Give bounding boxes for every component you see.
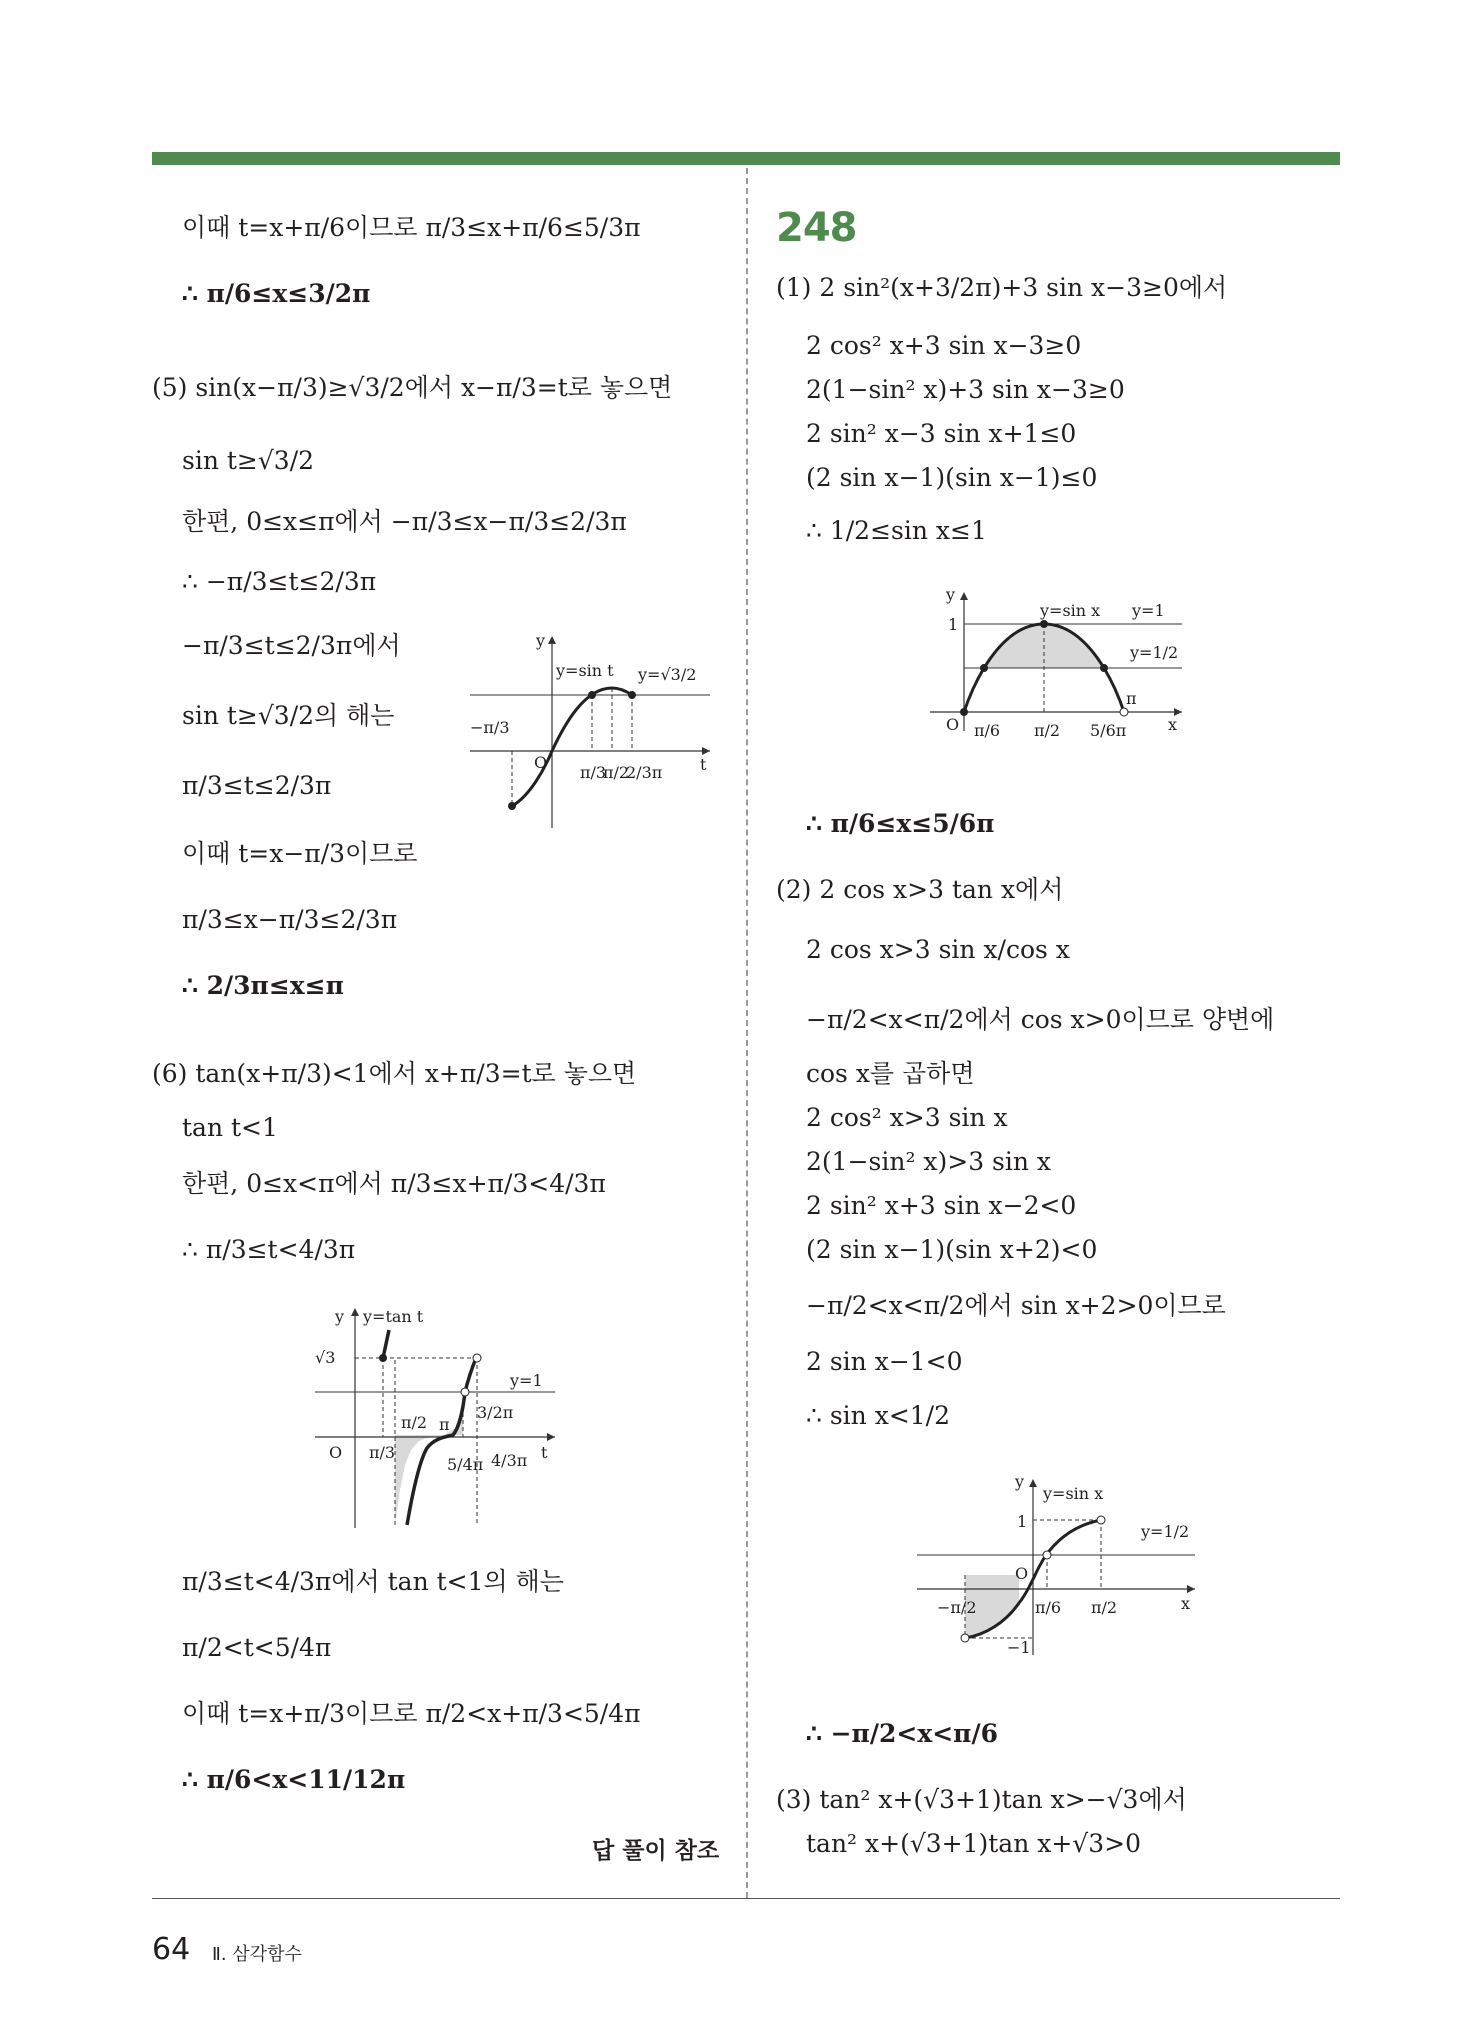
- text-line: π/3≤t<4/3π에서 tan t<1의 해는: [182, 1567, 564, 1596]
- text-line: π/3≤x−π/3≤2/3π: [182, 905, 398, 934]
- page-number: 64: [152, 1932, 191, 1967]
- g4-label: −π/2: [937, 1598, 977, 1617]
- text-line: tan t<1: [182, 1113, 278, 1142]
- text-line: ∴ π/3≤t<4/3π: [182, 1235, 356, 1264]
- g4-label: 1: [1017, 1512, 1028, 1531]
- g1-label: y=√3/2: [638, 665, 697, 684]
- text-line: −π/2<x<π/2에서 cos x>0이므로 양변에: [806, 1005, 1275, 1034]
- text-line: tan² x+(√3+1)tan x+√3>0: [806, 1829, 1141, 1858]
- text-line: 한편, 0≤x≤π에서 −π/3≤x−π/3≤2/3π: [182, 507, 627, 536]
- g4-label: −1: [1007, 1638, 1031, 1657]
- problem-2-statement: (2) 2 cos x>3 tan x에서: [776, 875, 1064, 904]
- problem-5-statement: (5) sin(x−π/3)≥√3/2에서 x−π/3=t로 놓으면: [152, 373, 673, 402]
- text-line: cos x를 곱하면: [806, 1059, 975, 1088]
- g2-label: π/3: [369, 1443, 396, 1462]
- text-line: ∴ −π/3≤t≤2/3π: [182, 567, 377, 596]
- text-line: sin t≥√3/2의 해는: [182, 701, 395, 730]
- text-line: 2 sin² x+3 sin x−2<0: [806, 1191, 1077, 1220]
- graph-sin-x-1: [920, 586, 1190, 766]
- problem-6-statement: (6) tan(x+π/3)<1에서 x+π/3=t로 놓으면: [152, 1059, 637, 1088]
- text-line: sin t≥√3/2: [182, 446, 315, 475]
- text-line: 한편, 0≤x<π에서 π/3≤x+π/3<4/3π: [182, 1169, 606, 1198]
- g2-label: 3/2π: [477, 1403, 514, 1422]
- text-line: 이때 t=x−π/3이므로: [182, 839, 418, 868]
- footer-rule: [152, 1898, 1340, 1899]
- text-line: π/3≤t≤2/3π: [182, 771, 332, 800]
- result-line: ∴ −π/2<x<π/6: [806, 1719, 999, 1748]
- g4-label: y=sin x: [1043, 1484, 1104, 1503]
- problem-number: 248: [776, 205, 857, 251]
- g4-label: y: [1015, 1472, 1025, 1491]
- text-line: 2 sin x−1<0: [806, 1347, 963, 1376]
- g3-label: x: [1168, 715, 1178, 734]
- g3-label: y: [946, 585, 956, 604]
- g4-label: O: [1015, 1564, 1029, 1583]
- g2-label: y: [335, 1307, 345, 1326]
- g2-label: t: [541, 1443, 548, 1462]
- text-line: −π/2<x<π/2에서 sin x+2>0이므로: [806, 1291, 1226, 1320]
- chapter-title: Ⅱ. 삼각함수: [212, 1944, 302, 1965]
- text-line: 2 cos x>3 sin x/cos x: [806, 935, 1070, 964]
- g4-label: y=1/2: [1141, 1522, 1190, 1541]
- g3-label: π: [1126, 689, 1137, 708]
- column-divider: [746, 168, 748, 1898]
- g1-label: −π/3: [470, 718, 510, 737]
- text-line: 2(1−sin² x)+3 sin x−3≥0: [806, 375, 1125, 404]
- text-line: ∴ sin x<1/2: [806, 1401, 951, 1430]
- text-line: 2 cos² x+3 sin x−3≥0: [806, 331, 1082, 360]
- g3-label: y=1: [1132, 601, 1165, 620]
- problem-3-statement: (3) tan² x+(√3+1)tan x>−√3에서: [776, 1785, 1187, 1814]
- graph-tan-t: [305, 1300, 565, 1540]
- g1-label: π/3: [580, 763, 607, 782]
- g3-label: y=sin x: [1040, 601, 1101, 620]
- g1-label: y=sin t: [556, 661, 614, 680]
- result-line: ∴ π/6<x<11/12π: [182, 1765, 406, 1794]
- g3-label: 5/6π: [1090, 721, 1127, 740]
- text-line: ∴ 1/2≤sin x≤1: [806, 516, 987, 545]
- g2-label: y=1: [510, 1371, 543, 1390]
- top-green-bar: [152, 152, 1340, 165]
- g1-label: π/2: [603, 763, 630, 782]
- g3-label: π/2: [1034, 721, 1061, 740]
- g3-label: 1: [948, 615, 959, 634]
- g2-label: √3: [315, 1348, 336, 1367]
- text-line: 2 sin² x−3 sin x+1≤0: [806, 419, 1077, 448]
- g1-label: t: [700, 755, 707, 774]
- g3-label: π/6: [974, 721, 1001, 740]
- g2-label: 4/3π: [491, 1451, 528, 1470]
- g4-label: π/6: [1035, 1598, 1062, 1617]
- g2-label: O: [329, 1443, 343, 1462]
- g1-label: y: [536, 631, 546, 650]
- g2-label: y=tan t: [363, 1307, 424, 1326]
- text-line: 이때 t=x+π/6이므로 π/3≤x+π/6≤5/3π: [182, 213, 641, 242]
- g2-label: 5/4π: [447, 1455, 484, 1474]
- g3-label: y=1/2: [1130, 643, 1179, 662]
- text-line: (2 sin x−1)(sin x−1)≤0: [806, 463, 1098, 492]
- g1-label: 2/3π: [626, 763, 663, 782]
- text-line: π/2<t<5/4π: [182, 1633, 332, 1662]
- g1-label: O: [534, 753, 548, 772]
- result-line: ∴ 2/3π≤x≤π: [182, 971, 344, 1000]
- answer-reference: 답 풀이 참조: [592, 1838, 720, 1864]
- g4-label: π/2: [1091, 1598, 1118, 1617]
- result-line: ∴ π/6≤x≤3/2π: [182, 279, 371, 308]
- g2-label: π: [439, 1415, 450, 1434]
- text-line: 2 cos² x>3 sin x: [806, 1103, 1008, 1132]
- text-line: −π/3≤t≤2/3π에서: [182, 631, 401, 660]
- graph-sin-t: [460, 628, 720, 838]
- problem-1-statement: (1) 2 sin²(x+3/2π)+3 sin x−3≥0에서: [776, 273, 1228, 302]
- g4-label: x: [1181, 1594, 1191, 1613]
- text-line: 2(1−sin² x)>3 sin x: [806, 1147, 1052, 1176]
- graph-sin-x-2: [915, 1472, 1205, 1665]
- g3-label: O: [946, 715, 960, 734]
- result-line: ∴ π/6≤x≤5/6π: [806, 809, 995, 838]
- g2-label: π/2: [401, 1413, 428, 1432]
- text-line: 이때 t=x+π/3이므로 π/2<x+π/3<5/4π: [182, 1699, 641, 1728]
- text-line: (2 sin x−1)(sin x+2)<0: [806, 1235, 1098, 1264]
